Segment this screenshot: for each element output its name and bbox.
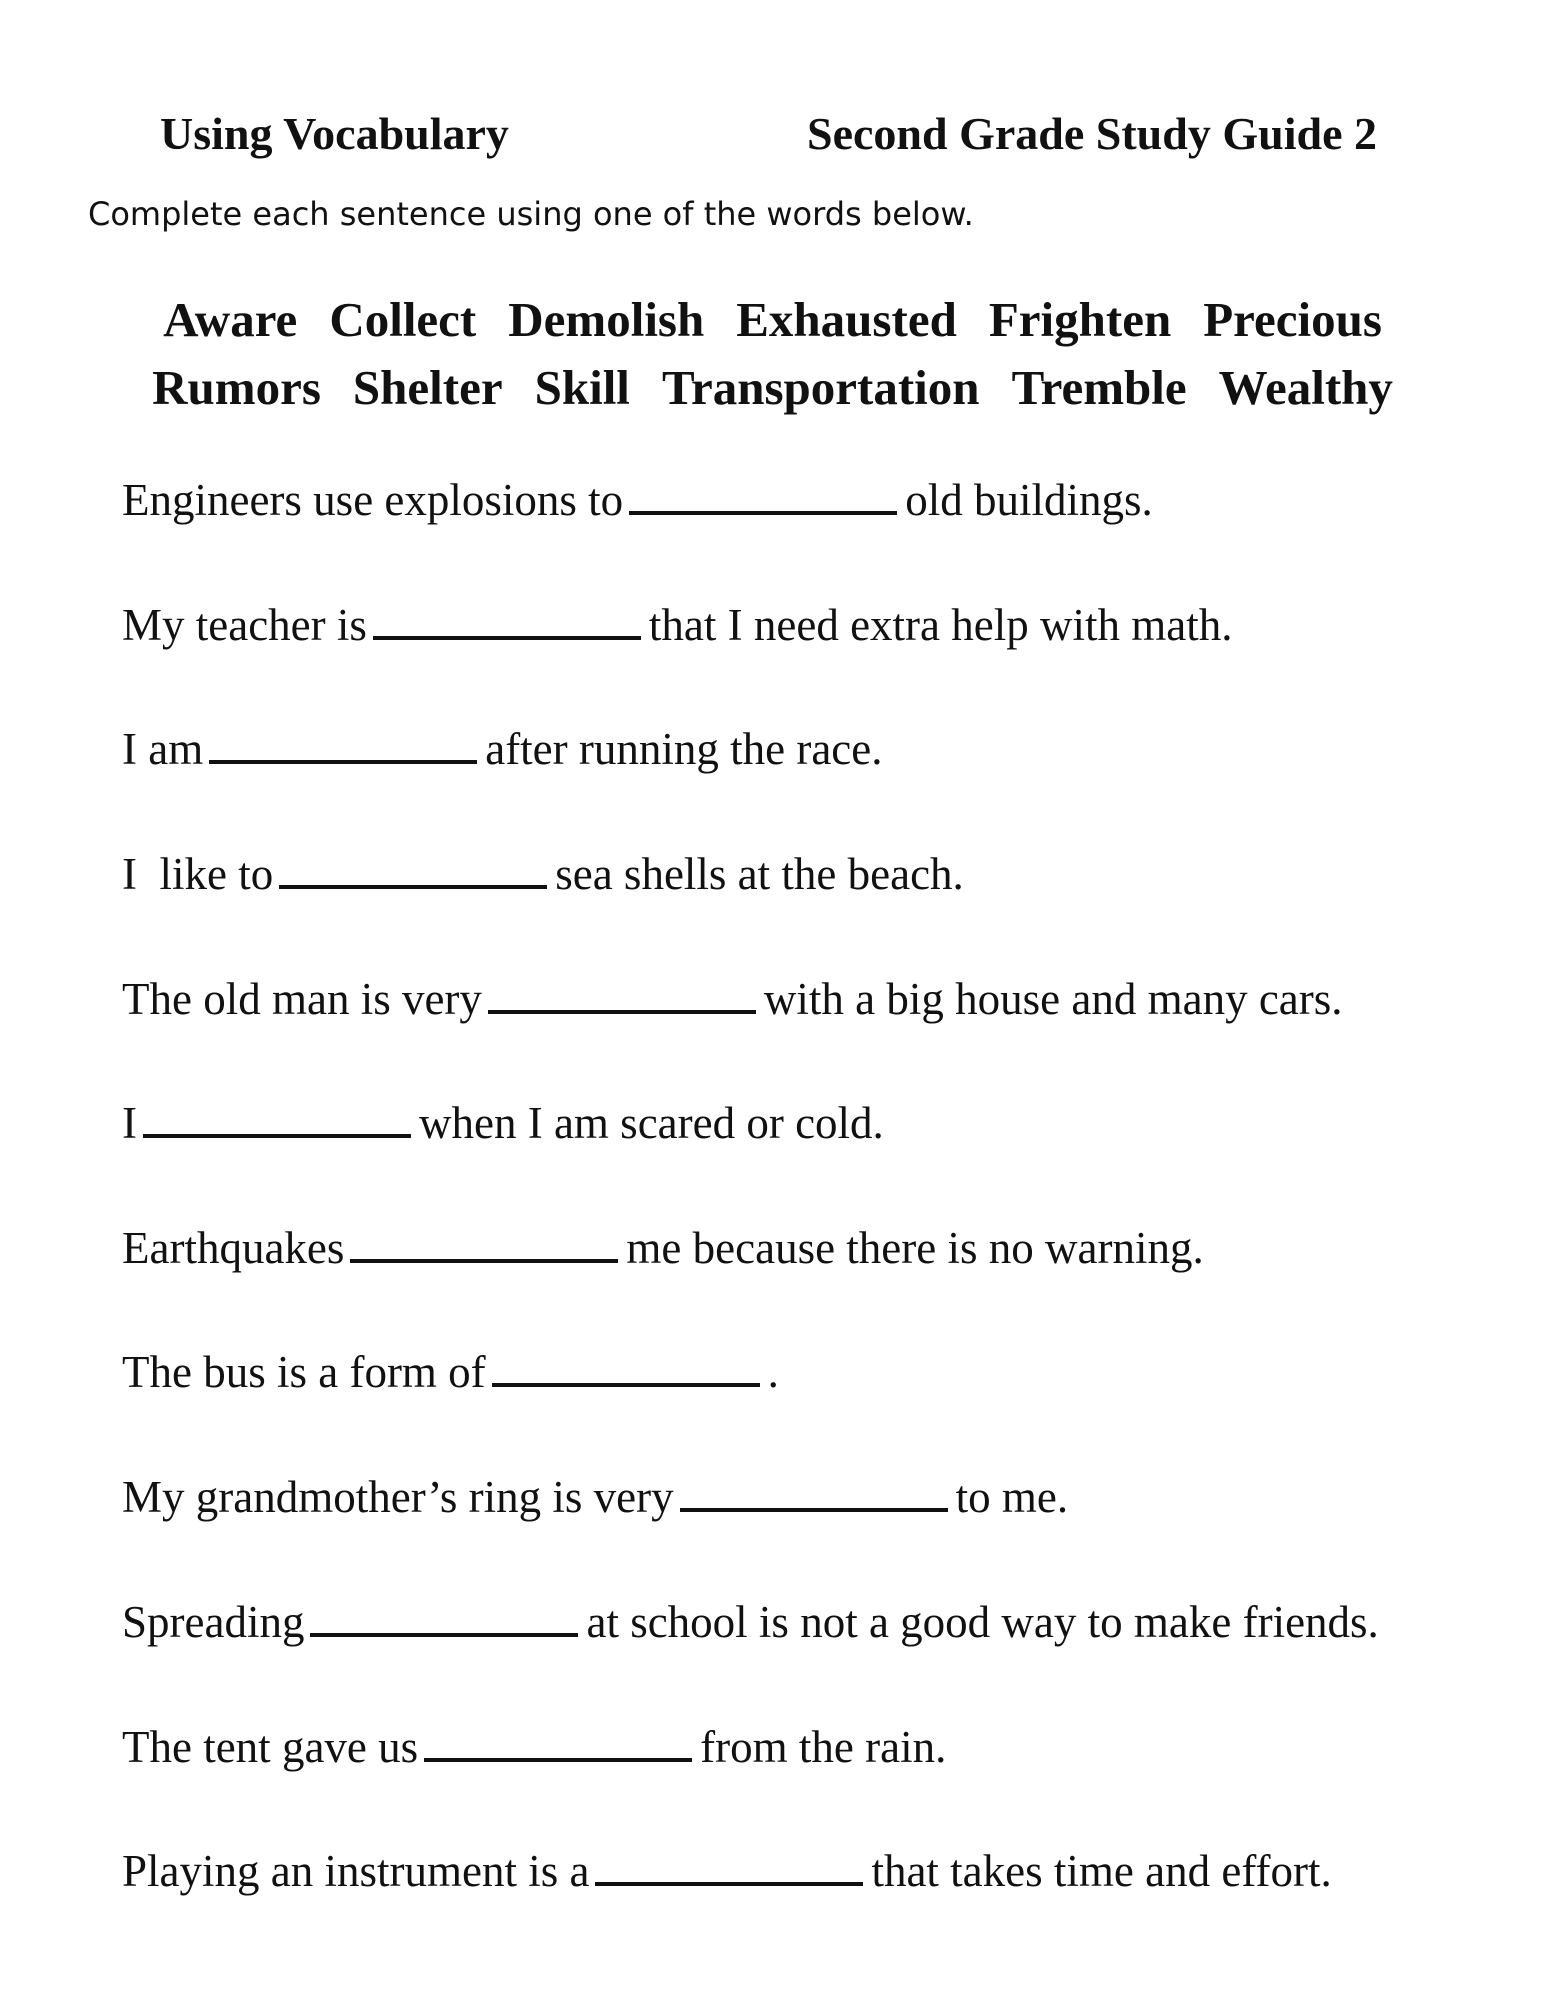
word-bank-row-2 xyxy=(100,355,1445,421)
sentence-11 xyxy=(122,1717,946,1777)
sentence-text-before: My teacher is xyxy=(122,600,367,650)
word-bank-word: Demolish xyxy=(508,292,705,347)
word-bank-word: Rumors xyxy=(152,360,321,415)
sentence-text-after: me because there is no warning. xyxy=(626,1223,1204,1273)
answer-blank xyxy=(373,602,641,640)
sentence-text-before: I like to xyxy=(122,849,274,899)
answer-blank xyxy=(424,1724,692,1762)
word-bank-word: Precious xyxy=(1203,292,1382,347)
sentence-text-after: to me. xyxy=(955,1472,1069,1522)
word-bank-word: Exhausted xyxy=(736,292,957,347)
sentence-text-after: from the rain. xyxy=(700,1722,947,1772)
sentence-text-before: The tent gave us xyxy=(122,1722,419,1772)
sentence-text-after: at school is not a good way to make friends. xyxy=(586,1597,1379,1647)
sentence-text-after: that takes time and effort. xyxy=(871,1846,1332,1896)
sentence-text-before: Earthquakes xyxy=(122,1223,345,1273)
answer-blank xyxy=(629,477,897,515)
sentence-text-before: I xyxy=(122,1098,137,1148)
sentence-6 xyxy=(122,1093,884,1153)
answer-blank xyxy=(279,851,547,889)
answer-blank xyxy=(488,976,756,1014)
sentence-text-before: I am xyxy=(122,724,204,774)
answer-blank xyxy=(310,1599,578,1637)
word-bank-row-1 xyxy=(100,287,1445,353)
sentence-text-before: Playing an instrument is a xyxy=(122,1846,590,1896)
sentence-text-after: that I need extra help with math. xyxy=(648,600,1233,650)
word-bank-word: Aware xyxy=(163,292,298,347)
sentence-text-after: old buildings. xyxy=(905,475,1153,525)
word-bank-word: Skill xyxy=(534,360,630,415)
word-bank-word: Wealthy xyxy=(1218,360,1393,415)
sentence-7 xyxy=(122,1218,1204,1278)
sentence-text-after: when I am scared or cold. xyxy=(419,1098,884,1148)
word-bank-word: Frighten xyxy=(988,292,1172,347)
answer-blank xyxy=(350,1225,618,1263)
word-bank-word: Tremble xyxy=(1011,360,1187,415)
sentence-9 xyxy=(122,1467,1068,1527)
answer-blank xyxy=(680,1474,948,1512)
sentence-text-after: . xyxy=(767,1347,779,1397)
word-bank-word: Transportation xyxy=(661,360,980,415)
sentence-4 xyxy=(122,844,964,904)
sentence-12 xyxy=(122,1841,1332,1901)
sentence-text-before: My grandmother’s ring is very xyxy=(122,1472,674,1522)
sentence-text-after: sea shells at the beach. xyxy=(555,849,964,899)
sentence-1 xyxy=(122,470,1153,530)
study-guide-title: Second Grade Study Guide 2 xyxy=(807,108,1377,159)
sentence-5 xyxy=(122,969,1343,1029)
word-bank-word: Shelter xyxy=(352,360,503,415)
sentence-text-before: Engineers use explosions to xyxy=(122,475,624,525)
worksheet-title: Using Vocabulary xyxy=(160,108,509,159)
answer-blank xyxy=(595,1848,863,1886)
sentence-8 xyxy=(122,1342,779,1402)
answer-blank xyxy=(492,1349,760,1387)
sentence-text-after: after running the race. xyxy=(485,724,883,774)
answer-blank xyxy=(143,1100,411,1138)
instructions-text: Complete each sentence using one of the words below. xyxy=(88,195,974,233)
word-bank-word: Collect xyxy=(329,292,477,347)
sentence-2 xyxy=(122,595,1232,655)
answer-blank xyxy=(209,726,477,764)
sentence-text-before: Spreading xyxy=(122,1597,305,1647)
sentence-3 xyxy=(122,719,883,779)
sentence-text-after: with a big house and many cars. xyxy=(763,974,1343,1024)
sentence-10 xyxy=(122,1592,1379,1652)
sentence-text-before: The old man is very xyxy=(122,974,482,1024)
sentence-text-before: The bus is a form of xyxy=(122,1347,486,1397)
